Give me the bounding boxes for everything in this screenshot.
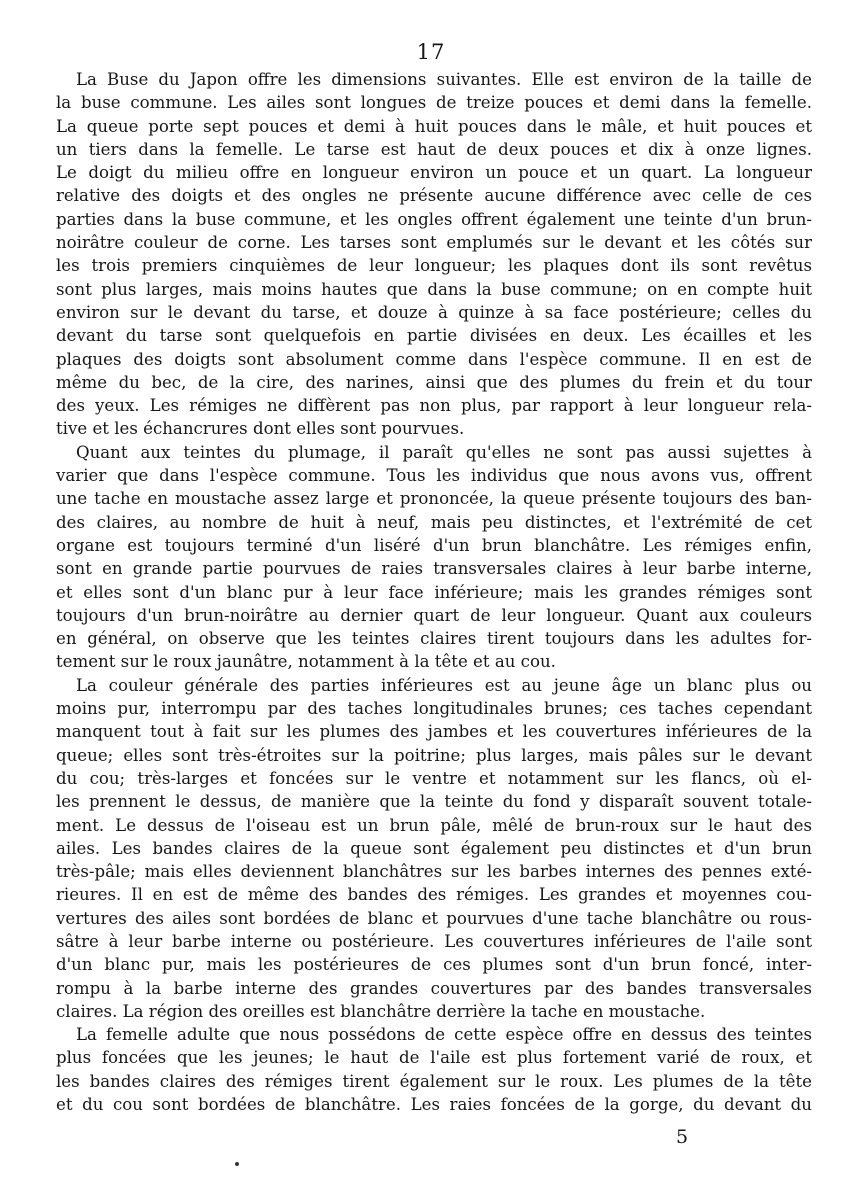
text-line: du cou; très-larges et foncées sur le ventre et notamment sur les flancs, où el- (56, 768, 812, 788)
ink-dot (235, 1162, 239, 1166)
text-line: une tache en moustache assez large et prononcée, la queue présente toujours des ban- (56, 489, 812, 509)
page-number: 17 (416, 40, 446, 64)
text-line: des claires, au nombre de huit à neuf, mais peu distinctes, et l'extrémité de cet (56, 512, 812, 532)
text-line: toujours d'un brun-noirâtre au dernier quart de leur longueur. Quant aux couleurs (56, 605, 812, 625)
text-line: La femelle adulte que nous possédons de cette espèce offre en dessus des teintes (76, 1025, 812, 1045)
text-line: La couleur générale des parties inférieures est au jeune âge un blanc plus ou (76, 675, 812, 695)
text-line: les trois premiers cinquièmes de leur longueur; les plaques dont ils sont revêtus (56, 256, 812, 276)
text-line: moins pur, interrompu par des taches longitudinales brunes; ces taches cependant (56, 699, 812, 719)
text-line: d'un blanc pur, mais les postérieures de ces plumes sont d'un brun foncé, inter- (56, 955, 812, 975)
text-line: noirâtre couleur de corne. Les tarses sont emplumés sur le devant et les côtés sur (56, 233, 812, 253)
text-line: sâtre à leur barbe interne ou postérieure. Les couvertures inférieures de l'aile sont (56, 931, 812, 951)
text-line: les prennent le dessus, de manière que la teinte du fond y disparaît souvent totale- (56, 792, 812, 812)
text-line: un tiers dans la femelle. Le tarse est haut de deux pouces et dix à onze lignes. (56, 139, 812, 159)
text-line: devant du tarse sont quelquefois en partie divisées en deux. Les écailles et les (56, 326, 812, 346)
text-line: Le doigt du milieu offre en longueur environ un pouce et un quart. La longueur (56, 163, 812, 183)
text-line: sont plus larges, mais moins hautes que dans la buse commune; on en compte huit (56, 279, 812, 299)
text-line: et elles sont d'un blanc pur à leur face inférieure; mais les grandes rémiges sont (56, 582, 812, 602)
text-line: plaques des doigts sont absolument comme dans l'espèce commune. Il en est de (56, 349, 812, 369)
text-line: Quant aux teintes du plumage, il paraît qu'elles ne sont pas aussi sujettes à (76, 442, 812, 462)
text-line: les bandes claires des rémiges tirent également sur le roux. Les plumes de la tête (56, 1071, 812, 1091)
text-line: environ sur le devant du tarse, et douze à quinze à sa face postérieure; celles du (56, 302, 812, 322)
text-line: sont en grande partie pourvues de raies transversales claires à leur barbe interne, (56, 559, 812, 579)
text-line: même du bec, de la cire, des narines, ainsi que des plumes du frein et du tour (56, 372, 812, 392)
text-line: varier que dans l'espèce commune. Tous les individus que nous avons vus, offrent (56, 466, 812, 486)
text-line: tement sur le roux jaunâtre, notamment à la tête et au cou. (56, 652, 556, 672)
text-line: rompu à la barbe interne des grandes couvertures par des bandes transversales (56, 978, 812, 998)
text-line: tive et les échancrures dont elles sont pourvues. (56, 419, 465, 439)
text-line: et du cou sont bordées de blanchâtre. Les raies foncées de la gorge, du devant du (56, 1095, 812, 1115)
text-line: la buse commune. Les ailes sont longues de treize pouces et demi dans la femelle. (56, 93, 812, 113)
text-line: relative des doigts et des ongles ne présente aucune différence avec celle de ces (56, 186, 812, 206)
text-line: manquent tout à fait sur les plumes des jambes et les couvertures inférieures de la (56, 722, 812, 742)
text-line: La Buse du Japon offre les dimensions suivantes. Elle est environ de la taille de (76, 70, 812, 89)
text-line: plus foncées que les jeunes; le haut de l'aile est plus fortement varié de roux, et (56, 1048, 812, 1068)
text-line: La queue porte sept pouces et demi à huit pouces dans le mâle, et huit pouces et (56, 116, 812, 136)
signature-mark: 5 (676, 1126, 689, 1148)
text-line: des yeux. Les rémiges ne diffèrent pas non plus, par rapport à leur longueur rela- (56, 396, 812, 416)
text-line: ment. Le dessus de l'oiseau est un brun pâle, mêlé de brun-roux sur le haut des (56, 815, 812, 835)
body-text (56, 68, 812, 1116)
text-line: parties dans la buse commune, et les ongles offrent également une teinte d'un brun- (56, 209, 812, 229)
text-line: queue; elles sont très-étroites sur la poitrine; plus larges, mais pâles sur le devant (56, 745, 812, 765)
text-line: très-pâle; mais elles deviennent blanchâtres sur les barbes internes des pennes exté- (56, 862, 812, 882)
text-line: en général, on observe que les teintes claires tirent toujours dans les adultes for- (56, 629, 812, 649)
text-line: organe est toujours terminé d'un liséré d'un brun blanchâtre. Les rémiges enfin, (56, 535, 812, 555)
text-line: vertures des ailes sont bordées de blanc et pourvues d'une tache blanchâtre ou rous- (56, 908, 812, 928)
text-line: rieures. Il en est de même des bandes des rémiges. Les grandes et moyennes cou- (56, 885, 812, 905)
text-line: claires. La région des oreilles est blanchâtre derrière la tache en moustache. (56, 1001, 706, 1021)
text-line: ailes. Les bandes claires de la queue sont également peu distinctes et d'un brun (56, 838, 812, 858)
